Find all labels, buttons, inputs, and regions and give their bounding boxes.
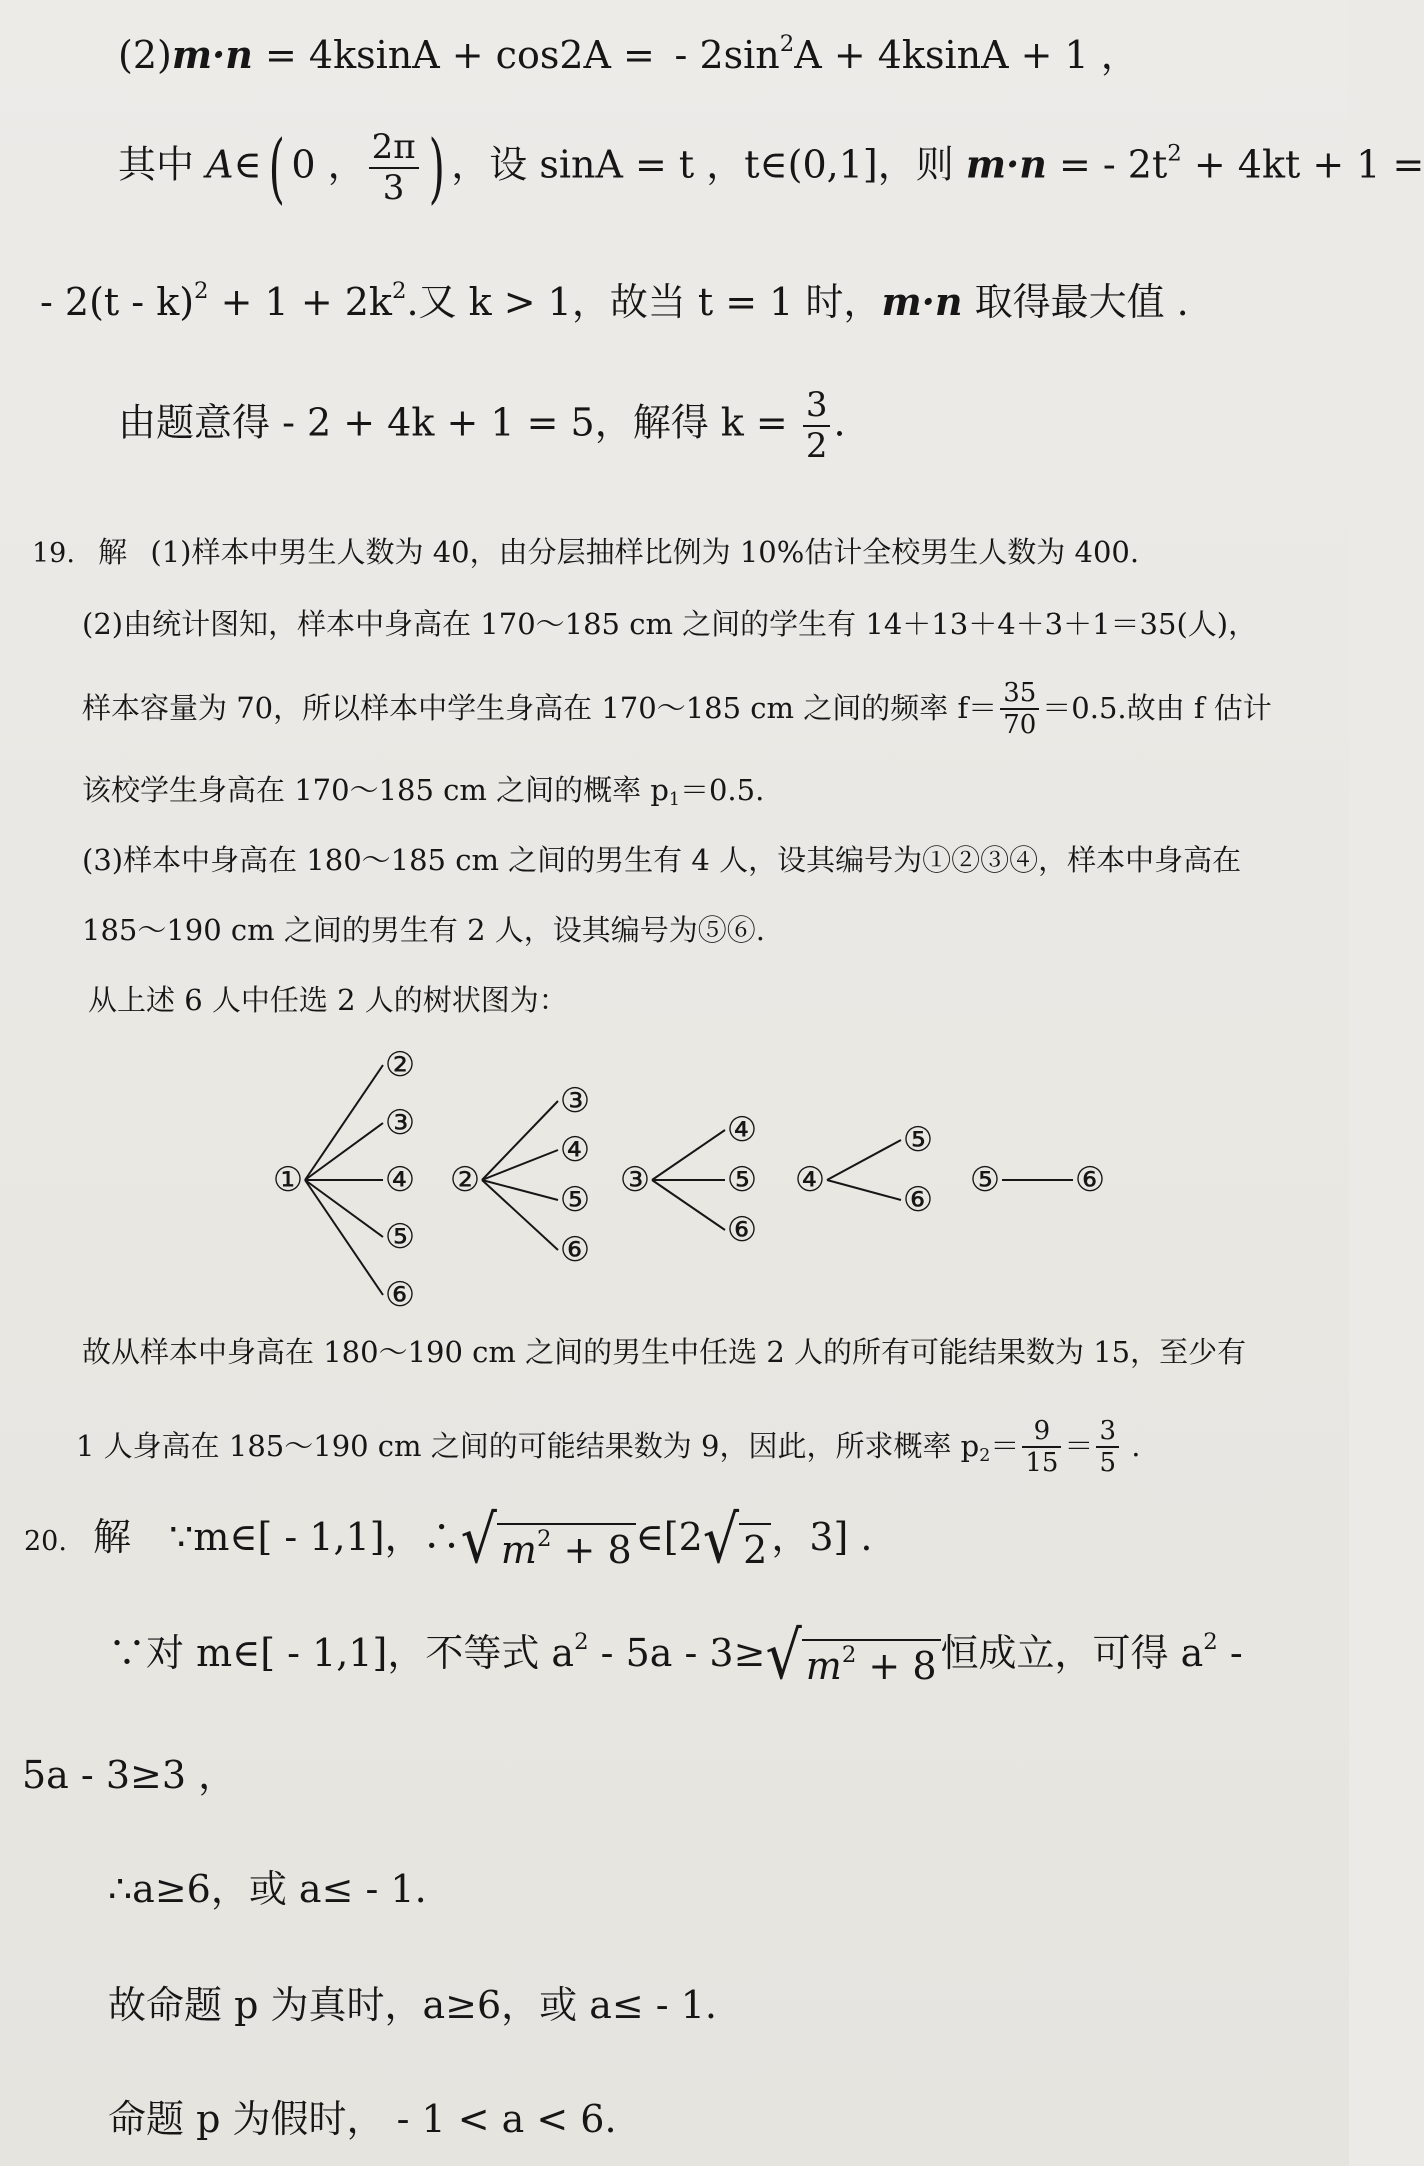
tree-leaf-node: ⑤	[902, 1120, 934, 1160]
p19-line-5	[82, 843, 1242, 877]
solution-label: 解	[93, 1515, 132, 1559]
expression: - 2(t - k)	[40, 280, 195, 324]
right-paren: )	[428, 123, 445, 213]
numerator: 2π	[369, 130, 419, 169]
tree-leaf-node: ⑤	[726, 1160, 758, 1200]
text: 其中	[118, 142, 207, 187]
text: (3)样本中身高在 180～185 cm 之间的男生有 4 人，设其编号为①②③④，样本中身高在	[82, 843, 1242, 877]
variable: A	[206, 142, 234, 187]
expression: ∈[2	[635, 1515, 703, 1559]
tree-edge	[827, 1180, 901, 1200]
tree-leaf-node: ③	[384, 1103, 416, 1143]
p20-line-5	[108, 1983, 717, 2027]
text: 取得最大值 .	[962, 280, 1189, 324]
text: 故命题 p 为真时，a≥6，或 a≤ - 1.	[108, 1983, 717, 2027]
p19-line-3	[82, 680, 1272, 740]
text: ＝0.5.	[679, 773, 765, 807]
expression: -	[1217, 1631, 1243, 1675]
radicand: $m^2 + 8$	[497, 1523, 636, 1569]
tree-leaf-node: ⑥	[384, 1275, 416, 1315]
numerator: 3	[1096, 1418, 1119, 1448]
fraction	[1000, 680, 1039, 740]
text: 恒成立，可得 a	[940, 1631, 1204, 1675]
solution-label: 解	[98, 535, 128, 569]
text: ＝0.5.故由 f 估计	[1042, 690, 1272, 725]
tree-leaf-node: ②	[384, 1045, 416, 1085]
expression: = - 2t	[1046, 142, 1168, 187]
p19-line-4	[82, 773, 765, 811]
text: (1)样本中男生人数为 40，由分层抽样比例为 10%估计全校男生人数为 400.	[150, 535, 1140, 569]
text: 该校学生身高在 170～185 cm 之间的概率 p	[82, 773, 669, 807]
tree-edge	[652, 1180, 725, 1230]
tree-leaf-node: ④	[559, 1130, 591, 1170]
denominator: 70	[1003, 710, 1037, 741]
p19-line-1	[32, 535, 1140, 569]
text: 样本容量为 70，所以样本中学生身高在 170～185 cm 之间的频率 f＝	[82, 690, 998, 725]
square-root	[765, 1617, 940, 1694]
radicand: $m^2 + 8$	[802, 1639, 941, 1685]
subscript: 1	[668, 790, 680, 811]
tree-leaf-node: ⑥	[726, 1210, 758, 1250]
equals: ＝	[990, 1428, 1020, 1463]
expression: A + 4ksinA + 1 ，	[794, 33, 1139, 77]
tree-root-node: ①	[272, 1160, 304, 1200]
tree-root-node: ③	[619, 1160, 651, 1200]
p19-line-2	[82, 607, 1258, 641]
tree-edge	[305, 1180, 383, 1295]
tree-edge	[652, 1130, 725, 1180]
tree-leaf-node: ⑥	[902, 1180, 934, 1220]
denominator: 15	[1025, 1448, 1059, 1479]
square-root	[702, 1501, 772, 1578]
radicand: 2	[739, 1523, 771, 1569]
tree-root-node: ⑤	[969, 1160, 1001, 1200]
fraction	[803, 385, 831, 466]
p20-line-2	[108, 1617, 1243, 1694]
tree-leaf-node: ⑥	[1074, 1160, 1106, 1200]
radical-sign: √	[460, 1501, 497, 1578]
denominator: 5	[1099, 1448, 1116, 1479]
text: ，设 sinA = t ，t∈(0,1]，则	[451, 142, 966, 187]
text: 185～190 cm 之间的男生有 2 人，设其编号为⑤⑥.	[82, 913, 765, 947]
eq-line-3	[40, 277, 1189, 324]
expression: ∴a≥6，或 a≤ - 1.	[108, 1867, 427, 1911]
text: (2)由统计图知，样本中身高在 170～185 cm 之间的学生有 14＋13＋4＋3＋1＝35(人)，	[82, 607, 1258, 641]
expression: 5a - 3≥3 ，	[22, 1753, 237, 1797]
expression: ∵m∈[ - 1,1]，∴	[169, 1515, 461, 1559]
interval-start: 0 ，	[291, 142, 366, 187]
p20-line-3	[22, 1753, 237, 1797]
text: 命题 p 为假时， - 1 < a < 6.	[108, 2097, 617, 2141]
subscript: 2	[979, 1446, 991, 1467]
tree-leaf-node: ⑤	[384, 1217, 416, 1257]
tree-leaf-node: ⑥	[559, 1230, 591, 1270]
numerator: 9	[1022, 1418, 1061, 1448]
text: 由题意得 - 2 + 4k + 1 = 5，解得 k =	[118, 400, 800, 445]
exponent: 2	[1167, 140, 1182, 167]
radical-sign: √	[702, 1501, 740, 1578]
tree-edge	[305, 1123, 383, 1180]
problem-number: 19.	[32, 538, 75, 569]
text: 故从样本中身高在 180～190 cm 之间的男生中任选 2 人的所有可能结果数为 15，至少有	[82, 1335, 1247, 1369]
tree-leaf-node: ③	[559, 1081, 591, 1121]
radical-sign: √	[765, 1617, 802, 1694]
exponent: 2	[574, 1628, 589, 1655]
tree-diagram	[250, 1045, 1150, 1315]
p20-line-4	[108, 1867, 427, 1911]
numerator: 3	[803, 388, 831, 427]
fraction	[369, 127, 419, 208]
vector-mn: m·n	[171, 32, 253, 77]
tree-leaf-node: ④	[384, 1160, 416, 1200]
expression: = 4ksinA + cos2A = - 2sin	[252, 33, 780, 77]
tree-root-node: ②	[449, 1160, 481, 1200]
p20-line-6	[108, 2097, 617, 2141]
problem-number: 20.	[24, 1526, 67, 1557]
tree-leaf-node: ⑤	[559, 1180, 591, 1220]
period: .	[833, 400, 846, 445]
expression: - 5a - 3≥	[588, 1631, 766, 1675]
text: 1 人身高在 185～190 cm 之间的可能结果数为 9，因此，所求概率 p	[76, 1428, 980, 1463]
eq-line-4	[118, 385, 846, 466]
tree-edge	[482, 1101, 558, 1180]
square-root	[460, 1501, 636, 1578]
p19-line-7	[88, 983, 568, 1017]
tree-edge	[305, 1180, 383, 1237]
p19-line-6	[82, 913, 765, 947]
exponent: 2	[779, 30, 795, 57]
fraction	[1022, 1418, 1061, 1478]
tree-leaf-node: ④	[726, 1110, 758, 1150]
tree-edge	[827, 1140, 901, 1180]
denominator: 2	[805, 425, 828, 466]
left-paren: (	[268, 123, 285, 213]
text: .又 k > 1，故当 t = 1 时，	[406, 280, 882, 324]
equals: ＝	[1064, 1428, 1094, 1463]
numerator: 35	[1000, 680, 1039, 710]
expression: ，3] .	[771, 1515, 873, 1559]
eq-line-1	[118, 30, 1139, 77]
p20-line-1	[24, 1501, 873, 1578]
tree-edge	[482, 1150, 558, 1180]
exponent: 2	[1203, 1628, 1218, 1655]
exponent: 2	[391, 277, 407, 304]
tree-root-node: ④	[794, 1160, 826, 1200]
text: ∵对 m∈[ - 1,1]，不等式 a	[108, 1631, 575, 1675]
part-label: (2)	[118, 33, 172, 77]
vector-mn: m·n	[965, 141, 1047, 187]
p19-line-8	[82, 1335, 1247, 1369]
denominator: 3	[382, 167, 405, 208]
expression: + 4kt + 1 =	[1181, 142, 1424, 187]
period: .	[1121, 1428, 1141, 1463]
vector-mn: m·n	[881, 279, 963, 324]
symbol: ∈	[233, 142, 262, 187]
eq-line-2	[118, 123, 1424, 213]
text: 从上述 6 人中任选 2 人的树状图为：	[88, 983, 568, 1017]
tree-edge	[305, 1065, 383, 1180]
exponent: 2	[194, 277, 209, 304]
expression: + 1 + 2k	[208, 280, 392, 324]
fraction	[1096, 1418, 1119, 1478]
p19-line-9	[76, 1418, 1140, 1478]
